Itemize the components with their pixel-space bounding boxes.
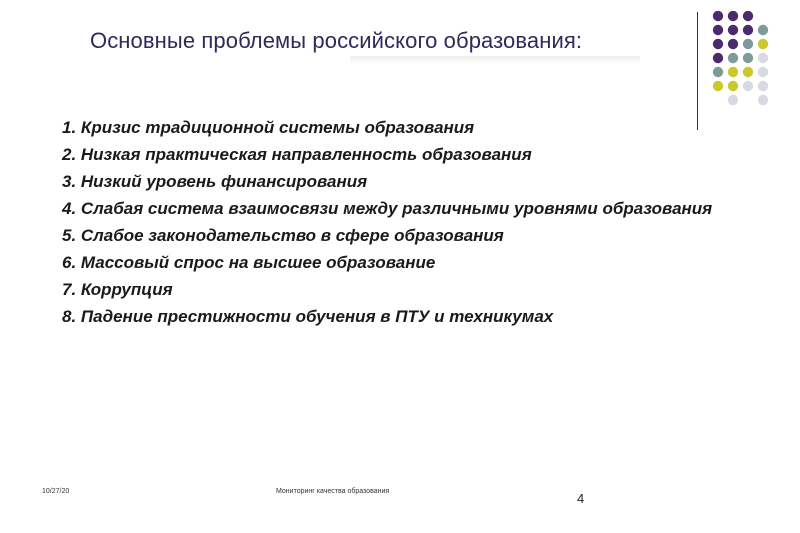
decorative-dot xyxy=(758,67,768,77)
slide-title: Основные проблемы российского образования: xyxy=(90,28,583,53)
decorative-dot xyxy=(728,53,738,63)
list-item: 3. Низкий уровень финансирования xyxy=(62,172,368,191)
decorative-dot xyxy=(728,95,738,105)
decorative-dot xyxy=(728,81,738,91)
decorative-dot xyxy=(743,25,753,35)
decorative-dot-grid xyxy=(710,11,780,111)
footer-date: 10/27/20 xyxy=(42,488,70,495)
decorative-dot xyxy=(743,81,753,91)
decorative-dot xyxy=(728,25,738,35)
decorative-dot xyxy=(743,11,753,21)
decorative-dot xyxy=(713,53,723,63)
decorative-dot xyxy=(713,81,723,91)
decorative-dot xyxy=(728,67,738,77)
decorative-dot xyxy=(713,67,723,77)
list-item: 4. Слабая система взаимосвязи между различными уровнями образования xyxy=(62,199,713,218)
decorative-dot xyxy=(758,39,768,49)
decorative-dot xyxy=(728,11,738,21)
decorative-dot xyxy=(743,53,753,63)
decorative-dot xyxy=(743,67,753,77)
decorative-dot xyxy=(713,39,723,49)
decorative-dot xyxy=(758,25,768,35)
decorative-dot xyxy=(728,39,738,49)
problem-list xyxy=(62,117,722,333)
decorative-dot xyxy=(758,53,768,63)
list-item: 8. Падение престижности обучения в ПТУ и техникумах xyxy=(62,307,554,326)
page-number: 4 xyxy=(577,491,585,506)
decorative-dot xyxy=(713,11,723,21)
vertical-divider xyxy=(697,12,698,130)
decorative-dot xyxy=(743,39,753,49)
list-item: 7. Коррупция xyxy=(62,280,173,299)
decorative-dot xyxy=(758,81,768,91)
decorative-dot xyxy=(758,95,768,105)
decorative-dot xyxy=(713,25,723,35)
list-item: 2. Низкая практическая направленность образования xyxy=(62,145,532,164)
title-shadow xyxy=(350,56,640,64)
list-item: 6. Массовый спрос на высшее образование xyxy=(62,253,436,272)
list-item: 1. Кризис традиционной системы образования xyxy=(62,118,475,137)
footer-title: Мониторинг качества образования xyxy=(276,488,390,495)
list-item: 5. Слабое законодательство в сфере образования xyxy=(62,226,504,245)
